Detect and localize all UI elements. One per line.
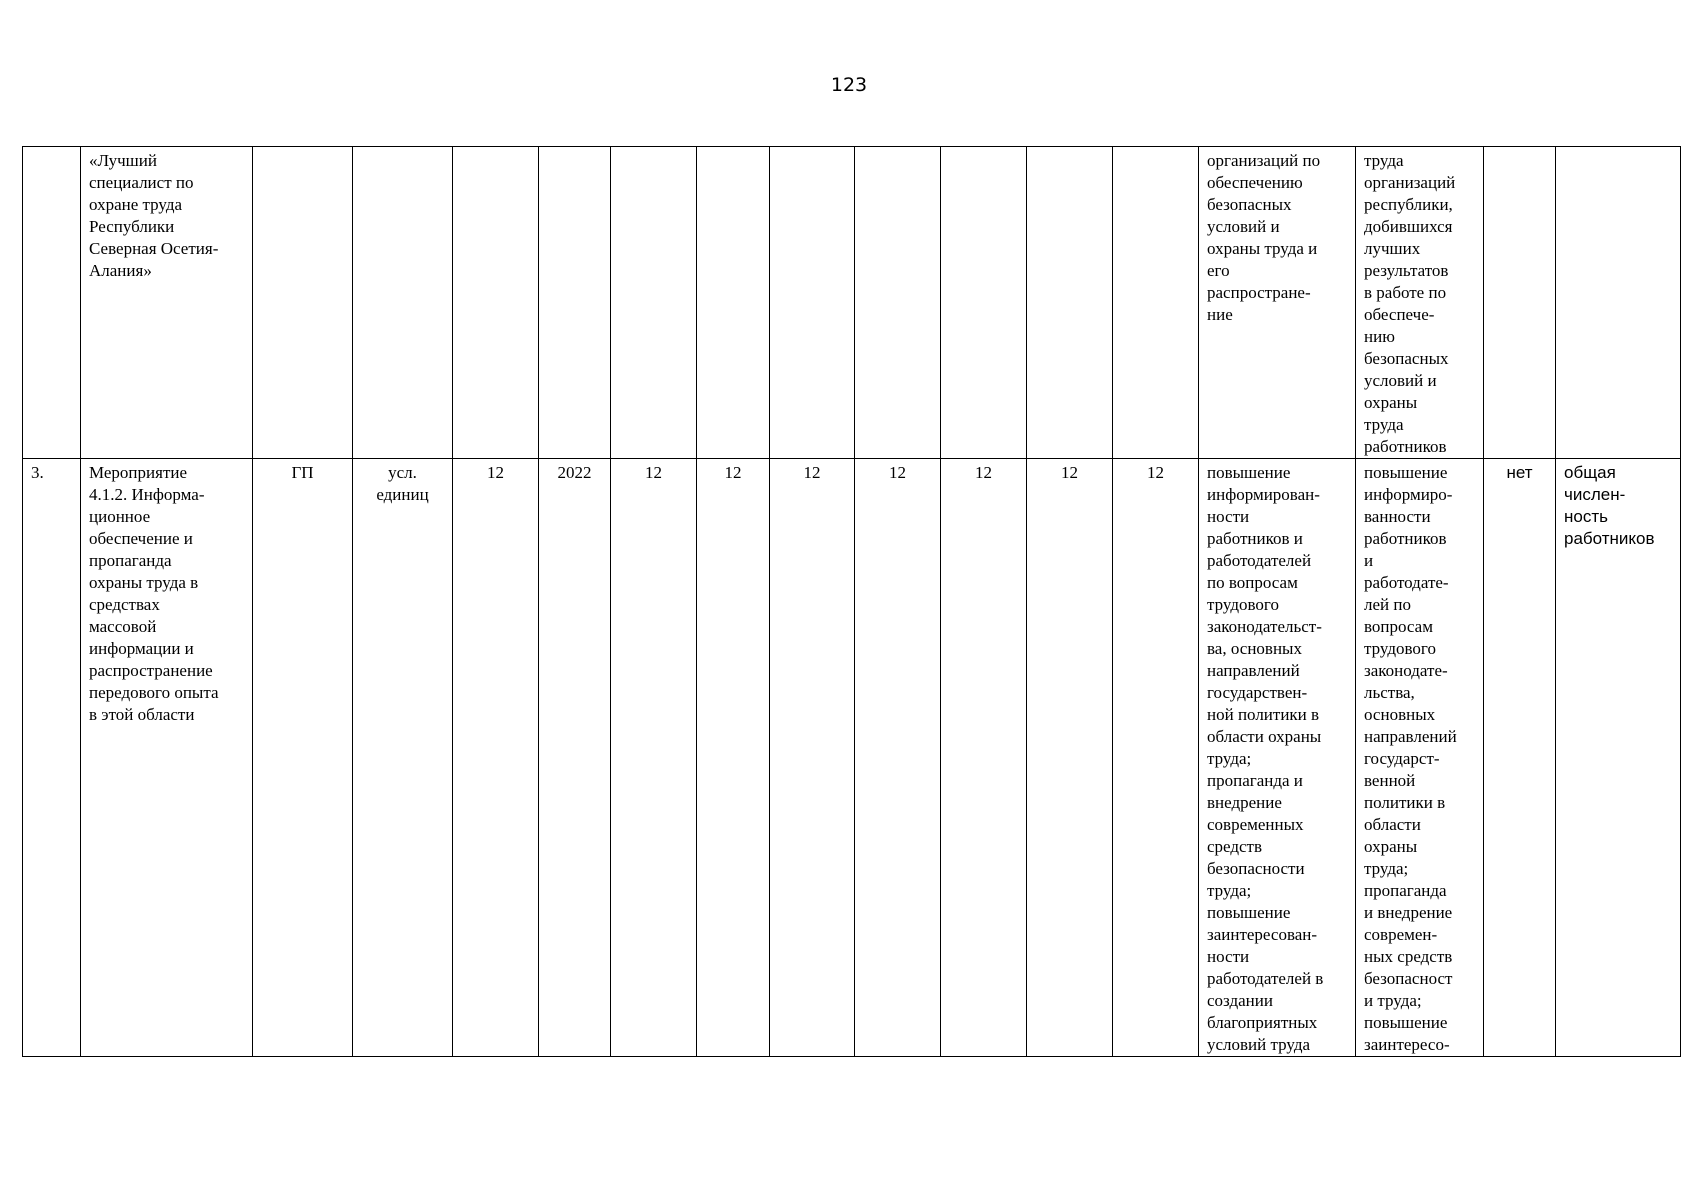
row-number-cell: 3. xyxy=(23,459,81,1057)
year-value-cell xyxy=(697,147,770,459)
measure-name-cell: «Лучший специалист по охране труда Республики Северная Осетия- Алания» xyxy=(81,147,253,459)
row-number-cell xyxy=(23,147,81,459)
measure-name-cell: Мероприятие 4.1.2. Информа- ционное обеспечение и пропаганда охраны труда в средствах массовой информации и распространение передового опыта в этой области xyxy=(81,459,253,1057)
year-value-cell xyxy=(1027,147,1113,459)
flag-cell: нет xyxy=(1484,459,1556,1057)
customer-cell: ГП xyxy=(253,459,353,1057)
indicator-cell xyxy=(1556,147,1681,459)
year-value-cell: 12 xyxy=(611,459,697,1057)
year-value-cell: 12 xyxy=(1113,459,1199,1057)
base-value-cell: 12 xyxy=(453,459,539,1057)
year-value-cell: 12 xyxy=(697,459,770,1057)
indicator-cell: общая числен- ность работников xyxy=(1556,459,1681,1057)
effect-cell: труда организаций республики, добившихся лучших результатов в работе по обеспече- нию безопасных условий и охраны труда работников xyxy=(1356,147,1484,459)
base-value-cell xyxy=(453,147,539,459)
unit-cell xyxy=(353,147,453,459)
effect-cell: повышение информиро- ванности работников и работодате- лей по вопросам трудового законодате- льства, основных направлений государст- венной политики в области охраны труда; пропаганда и внедрение современ- ных средств безопасност и труда; повышение заинтересо- xyxy=(1356,459,1484,1057)
year-value-cell xyxy=(941,147,1027,459)
table-row xyxy=(23,459,1681,1057)
expected-result-cell: повышение информирован- ности работников и работодателей по вопросам трудового законодательст- ва, основных направлений государствен- ной политики в области охраны труда; пропаганда и внедрение современных средств безопасности труда; повышение заинтересован- ности работодателей в создании благоприятных условий труда xyxy=(1199,459,1356,1057)
expected-result-cell: организаций по обеспечению безопасных условий и охраны труда и его распростране- ние xyxy=(1199,147,1356,459)
year-value-cell: 12 xyxy=(941,459,1027,1057)
year-value-cell xyxy=(1113,147,1199,459)
year-value-cell: 12 xyxy=(1027,459,1113,1057)
table-row xyxy=(23,147,1681,459)
base-year-cell xyxy=(539,147,611,459)
year-value-cell xyxy=(611,147,697,459)
program-measures-table xyxy=(22,146,1681,1057)
year-value-cell: 12 xyxy=(770,459,855,1057)
customer-cell xyxy=(253,147,353,459)
base-year-cell: 2022 xyxy=(539,459,611,1057)
year-value-cell xyxy=(855,147,941,459)
flag-cell xyxy=(1484,147,1556,459)
unit-cell: усл. единиц xyxy=(353,459,453,1057)
page-number: 123 xyxy=(830,74,868,96)
year-value-cell xyxy=(770,147,855,459)
year-value-cell: 12 xyxy=(855,459,941,1057)
